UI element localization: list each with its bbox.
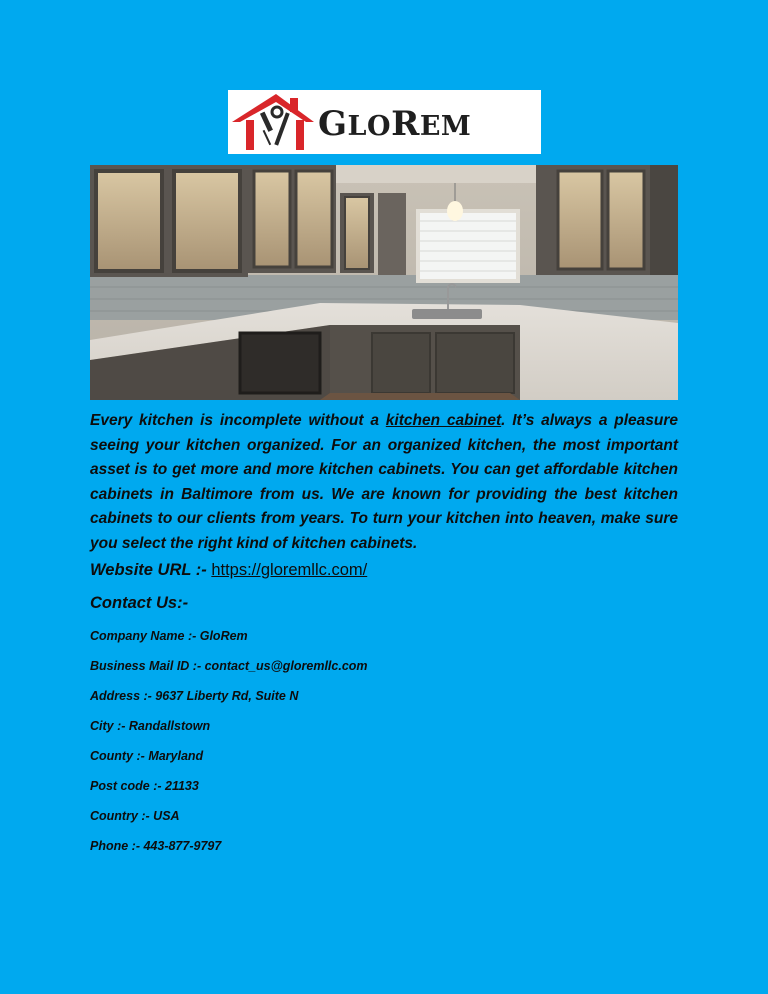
house-tools-logo-icon [228,90,318,154]
website-label: Website URL :- [90,561,212,579]
city: City :- Randallstown [90,719,211,733]
business-mail: Business Mail ID :- contact_us@gloremllc.com [90,659,368,673]
county: County :- Maryland [90,749,204,763]
company-name: Company Name :- GloRem [90,629,248,643]
phone: Phone :- 443-877-9797 [90,839,222,853]
kitchen-cabinet-link[interactable]: kitchen cabinet [385,412,502,429]
country: Country :- USA [90,809,180,823]
contact-heading: Contact Us:- [90,594,189,612]
post-code: Post code :- 21133 [90,779,199,793]
intro-text-rest: . It’s always a pleasure seeing your kitchen organized. For an organized kitchen, the most important asset is to get more and more kitchen cabinets. You can get affordable kitchen cabinets in Baltimore from us. We are known for providing the best kitchen cabinets to our clients from years. To turn your kitchen into heaven, make sure you select the right kind of kitchen cabinets. [90,412,679,552]
intro-text-start: Every kitchen is incomplete without a [90,412,386,429]
website-line [90,561,690,580]
website-url-link[interactable]: https://gloremllc.com/ [211,561,368,579]
company-logo [228,90,541,154]
intro-paragraph [90,409,678,556]
kitchen-photo [90,165,678,400]
address: Address :- 9637 Liberty Rd, Suite N [90,689,299,703]
logo-wordmark: GLOREM [318,104,472,144]
